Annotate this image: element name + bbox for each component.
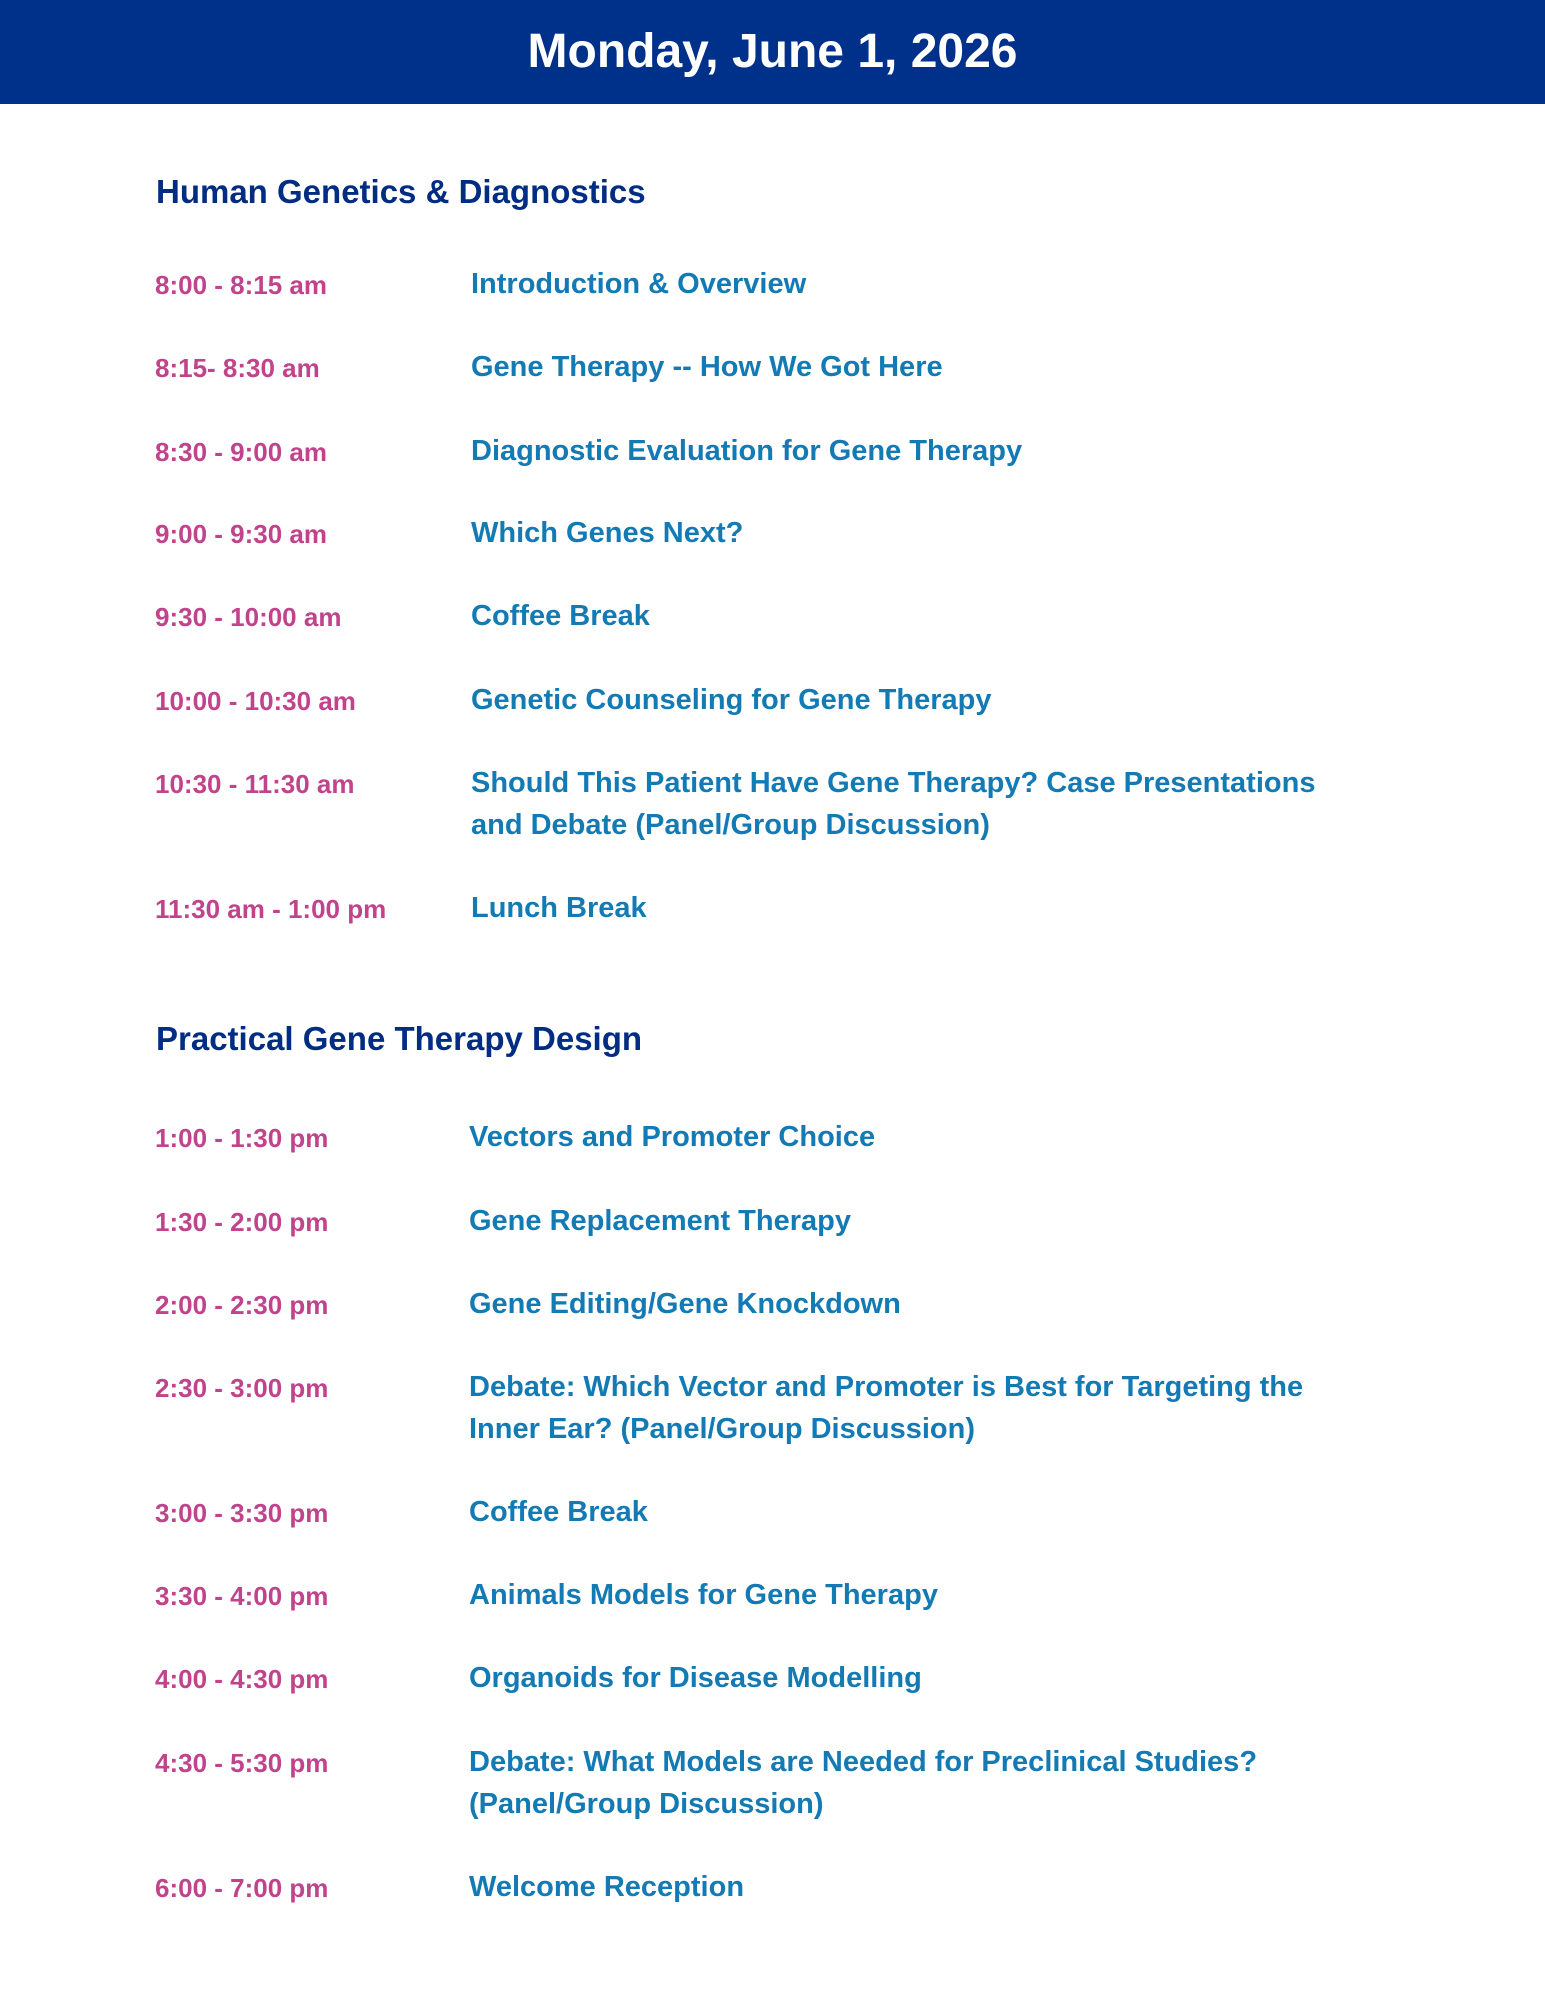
session-title: Debate: Which Vector and Promoter is Best for Targeting the Inner Ear? (Panel/Group Discussion) [469,1371,1304,1445]
session-time: 8:30 - 9:00 am [155,437,327,467]
section-title-human-genetics: Human Genetics & Diagnostics [156,173,646,210]
session-title: Organoids for Disease Modelling [469,1662,922,1694]
session-time: 9:00 - 9:30 am [155,519,327,549]
page-title: Monday, June 1, 2026 [527,25,1018,78]
session-title: Introduction & Overview [471,268,807,300]
header-bar [0,0,1545,104]
session-title: Welcome Reception [469,1871,745,1903]
session-title: Which Genes Next? [471,517,744,549]
section-title-practical-design: Practical Gene Therapy Design [156,1020,643,1057]
session-time: 2:00 - 2:30 pm [155,1290,329,1320]
session-time: 11:30 am - 1:00 pm [155,894,387,924]
session-time: 8:15- 8:30 am [155,353,320,383]
session-time: 10:00 - 10:30 am [155,686,356,716]
session-time: 2:30 - 3:00 pm [155,1373,329,1403]
session-title: Gene Editing/Gene Knockdown [469,1288,901,1320]
session-time: 9:30 - 10:00 am [155,602,342,632]
session-title: Debate: What Models are Needed for Preclinical Studies? (Panel/Group Discussion) [469,1746,1258,1820]
session-time: 8:00 - 8:15 am [155,270,327,300]
session-title: Gene Replacement Therapy [469,1205,851,1237]
session-title: Gene Therapy -- How We Got Here [471,351,943,383]
session-time: 3:30 - 4:00 pm [155,1581,329,1611]
session-title: Genetic Counseling for Gene Therapy [471,684,992,716]
session-time: 1:30 - 2:00 pm [155,1207,329,1237]
session-time: 1:00 - 1:30 pm [155,1123,329,1153]
session-title: Diagnostic Evaluation for Gene Therapy [471,435,1023,467]
session-time: 4:30 - 5:30 pm [155,1748,329,1778]
session-time: 6:00 - 7:00 pm [155,1873,329,1903]
session-title: Vectors and Promoter Choice [469,1121,876,1153]
session-time: 4:00 - 4:30 pm [155,1664,329,1694]
session-title: Coffee Break [469,1496,648,1528]
session-title: Animals Models for Gene Therapy [469,1579,938,1611]
session-time: 10:30 - 11:30 am [155,769,355,799]
session-title: Coffee Break [471,600,650,632]
session-time: 3:00 - 3:30 pm [155,1498,329,1528]
session-title: Lunch Break [471,892,647,924]
session-title: Should This Patient Have Gene Therapy? Case Presentations and Debate (Panel/Group Discussion) [471,767,1316,841]
